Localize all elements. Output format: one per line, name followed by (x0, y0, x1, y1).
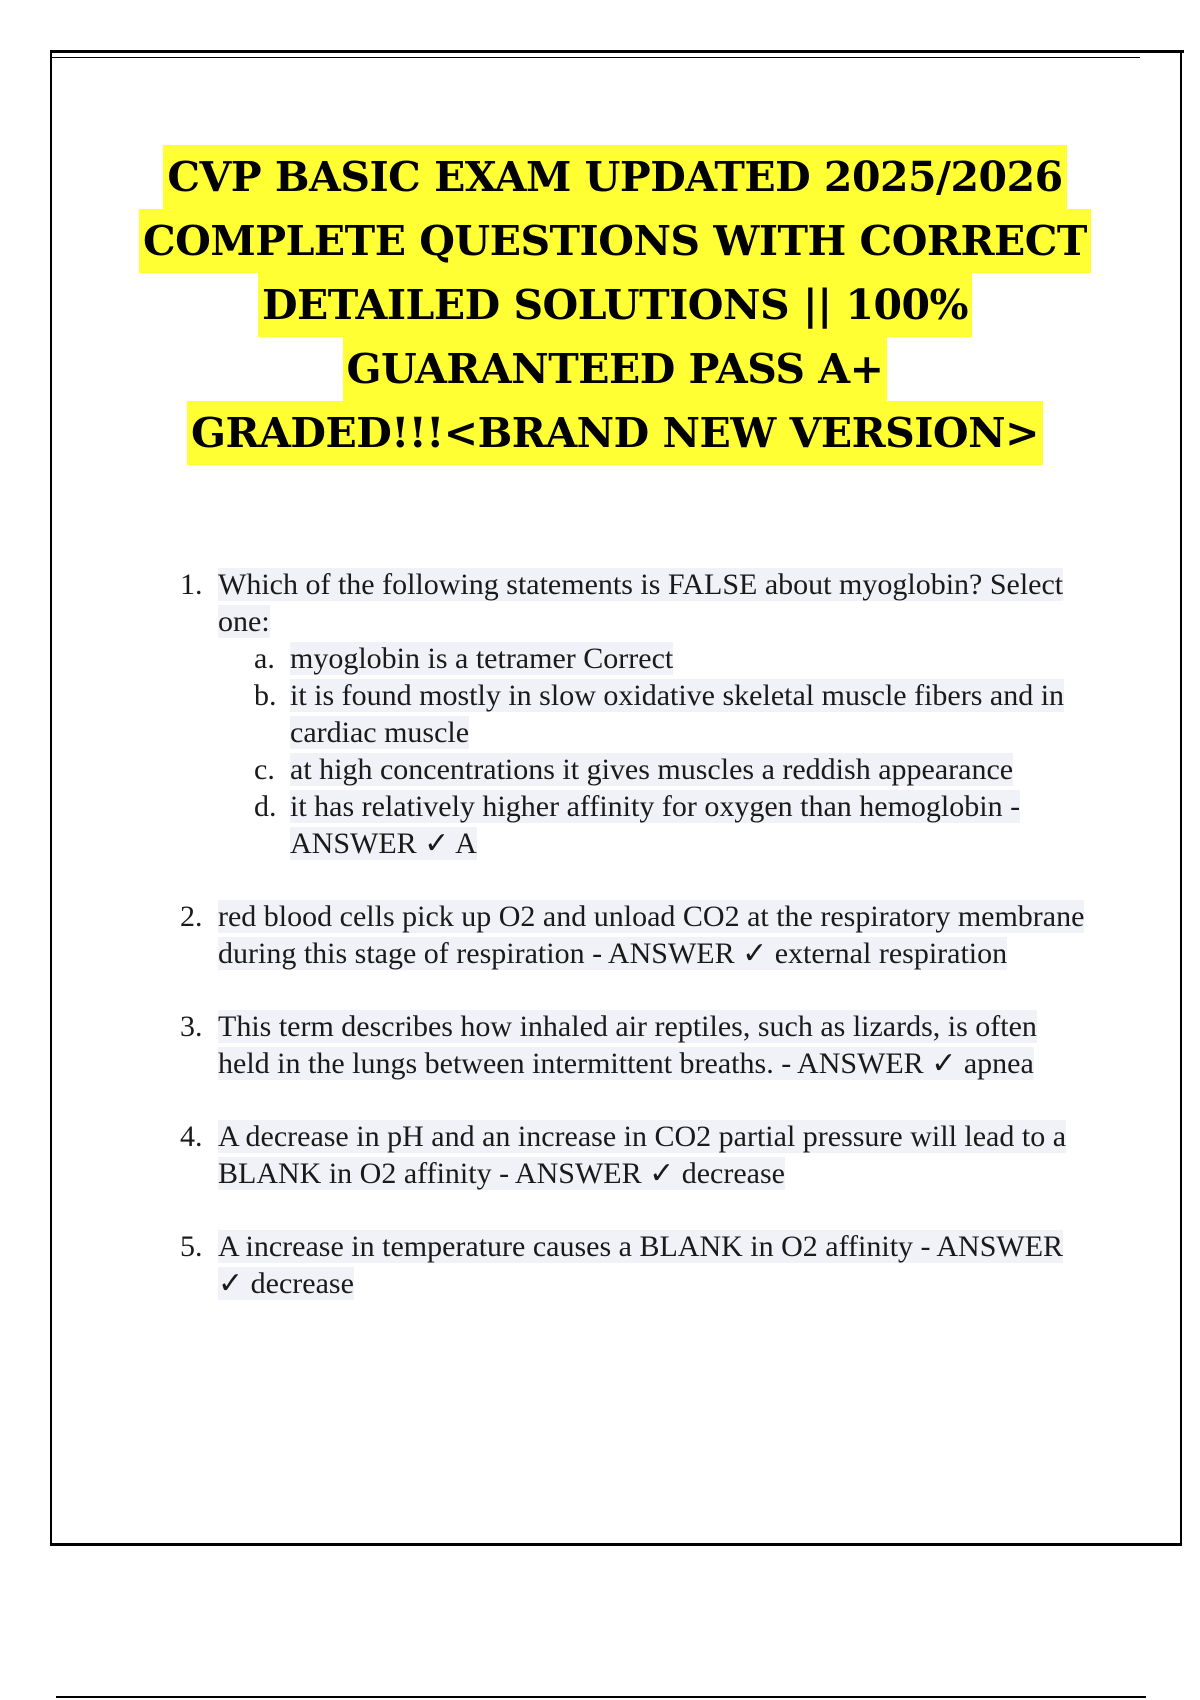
option-a (218, 640, 1090, 677)
question-5 (170, 1228, 1090, 1302)
question-1 (170, 566, 1090, 862)
question-list (170, 566, 1090, 1338)
option-text: it is found mostly in slow oxidative skeletal muscle fibers and in cardiac muscle (290, 679, 1065, 749)
option-letter: b. (254, 679, 277, 712)
question-number: 3. (180, 1010, 203, 1043)
option-b (218, 677, 1090, 751)
title-line-1: CVP BASIC EXAM UPDATED 2025/2026 (163, 145, 1066, 209)
option-text: myoglobin is a tetramer Correct (290, 642, 674, 675)
question-text: A increase in temperature causes a BLANK in O2 affinity - ANSWER ✓ decrease (218, 1230, 1064, 1300)
question-3 (170, 1008, 1090, 1082)
title-line-5: GRADED!!!<BRAND NEW VERSION> (187, 401, 1043, 465)
question-text: This term describes how inhaled air reptiles, such as lizards, is often held in the lungs between intermittent breaths. - ANSWER ✓ apnea (218, 1010, 1037, 1080)
title-line-4: GUARANTEED PASS A+ (343, 337, 888, 401)
document-title (100, 145, 1130, 465)
question-4 (170, 1118, 1090, 1192)
question-text: A decrease in pH and an increase in CO2 partial pressure will lead to a BLANK in O2 affinity - ANSWER ✓ decrease (218, 1120, 1067, 1190)
option-list (218, 640, 1090, 862)
option-text: at high concentrations it gives muscles a reddish appearance (290, 753, 1014, 786)
question-number: 2. (180, 900, 203, 933)
option-letter: c. (254, 753, 275, 786)
question-text: red blood cells pick up O2 and unload CO2 at the respiratory membrane during this stage of respiration - ANSWER ✓ external respiration (218, 900, 1085, 970)
option-d (218, 788, 1090, 862)
title-line-2: COMPLETE QUESTIONS WITH CORRECT (139, 209, 1091, 273)
option-letter: a. (254, 642, 275, 675)
option-letter: d. (254, 790, 277, 823)
question-number: 4. (180, 1120, 203, 1153)
question-2 (170, 898, 1090, 972)
question-number: 5. (180, 1230, 203, 1263)
title-line-3: DETAILED SOLUTIONS || 100% (258, 273, 972, 337)
question-number: 1. (180, 568, 203, 601)
option-text: it has relatively higher affinity for oxygen than hemoglobin - ANSWER ✓ A (290, 790, 1021, 860)
option-c (218, 751, 1090, 788)
question-text: Which of the following statements is FALSE about myoglobin? Select one: (218, 568, 1064, 638)
footer-rule (56, 1696, 1146, 1698)
